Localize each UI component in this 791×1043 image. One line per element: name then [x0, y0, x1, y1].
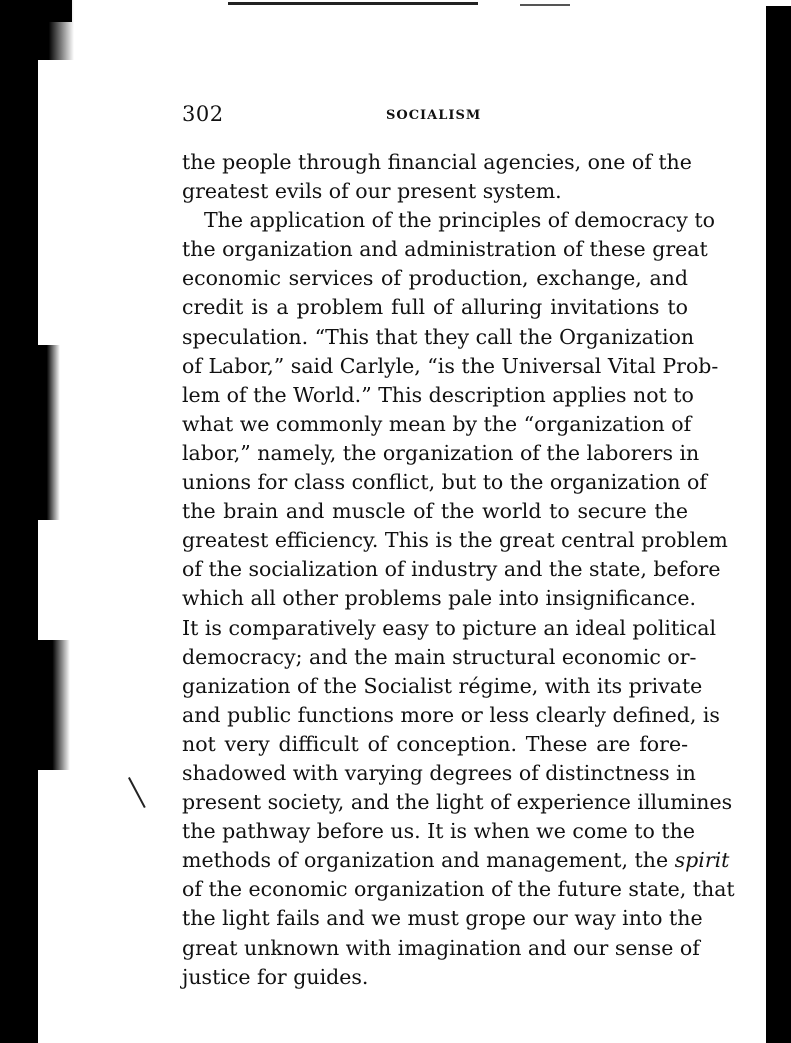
text-line-with-italic — [182, 846, 730, 875]
text-line: unions for class conflict, but to the organization of — [182, 470, 707, 495]
scan-edge-left-top — [0, 0, 72, 22]
running-head: SOCIALISM — [386, 108, 482, 123]
text-line: which all other problems pale into insignificance. — [182, 586, 696, 611]
text-line: of Labor,” said Carlyle, “is the Universal Vital Prob- — [182, 353, 719, 378]
page-body — [182, 148, 735, 992]
text-line: greatest efficiency. This is the great central problem — [182, 528, 728, 553]
text-line: present society, and the light of experience illumines — [182, 790, 733, 815]
text-line: shadowed with varying degrees of distinctness in — [182, 760, 696, 785]
scan-top-line — [228, 2, 478, 5]
scan-edge-right — [766, 6, 791, 1043]
text-line: It is comparatively easy to picture an ideal political — [182, 615, 717, 640]
text-line: the organization and administration of these great — [182, 237, 708, 262]
text-line: justice for guides. — [182, 964, 369, 989]
text-line: lem of the World.” This description applies not to — [182, 382, 694, 407]
text-line: of the economic organization of the future state, that — [182, 877, 735, 902]
text-line: great unknown with imagination and our sense of — [182, 935, 700, 960]
text-line: credit is a problem full of alluring invitations to — [182, 295, 688, 320]
text-line: economic services of production, exchange, and — [182, 266, 688, 291]
scan-edge-left — [0, 0, 38, 1043]
text-line: ganization of the Socialist régime, with its private — [182, 673, 703, 698]
text-line: The application of the principles of democracy to — [204, 208, 715, 233]
text-line: and public functions more or less clearly defined, is — [182, 702, 720, 727]
paragraph-2 — [182, 206, 735, 992]
text-line: speculation. “This that they call the Organization — [182, 324, 695, 349]
margin-pen-mark — [128, 777, 146, 808]
text-line: the pathway before us. It is when we come to the — [182, 819, 695, 844]
paragraph-1 — [182, 148, 692, 206]
scan-top-line-secondary — [520, 4, 570, 6]
text-line: democracy; and the main structural economic or- — [182, 644, 697, 669]
page-number: 302 — [182, 102, 224, 126]
text-line: not very difficult of conception. These are fore- — [182, 731, 688, 756]
scan-smudge-left-upper — [38, 345, 60, 520]
text-line: what we commonly mean by the “organization of — [182, 411, 692, 436]
text-run: methods of organization and management, the — [182, 848, 675, 873]
text-line: the light fails and we must grope our way into the — [182, 906, 703, 931]
text-line: greatest evils of our present system. — [182, 179, 562, 204]
italic-word: spirit — [674, 848, 730, 873]
text-line: of the socialization of industry and the state, before — [182, 557, 721, 582]
text-line: the people through financial agencies, one of the — [182, 150, 692, 174]
text-line: labor,” namely, the organization of the laborers in — [182, 440, 700, 465]
text-line: the brain and muscle of the world to secure the — [182, 499, 688, 524]
scan-smudge-left-lower — [38, 640, 70, 770]
